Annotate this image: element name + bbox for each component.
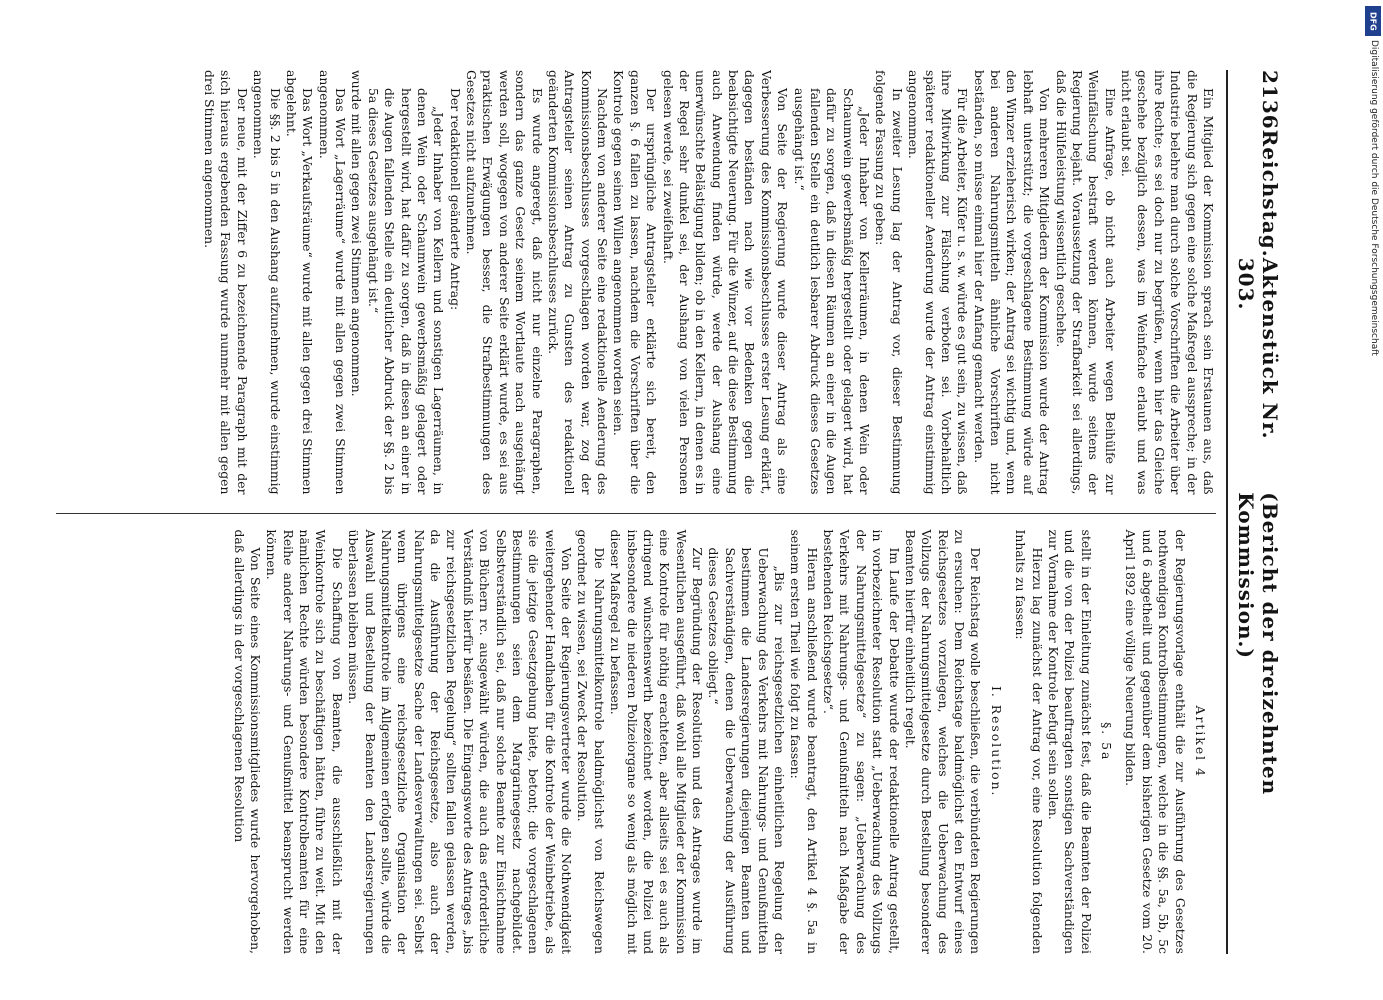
paragraph: Ein Mitglied der Kommission sprach sein Erstaunen aus, daß die Regierung sich gegen eine solche Maßregel ausspreche; in der Industrie belehre man durch solche Vorschriften die Arbeiter über ihre Rechte; es sei doch nur zu begrüßen, wenn hier das Gleiche geschehe bezüglich dessen, was im Weinfache erlaubt und was nicht erlaubt sei. <box>1119 70 1216 495</box>
paragraph: Von Seite eines Kommissionsmitgliedes wurde hervorgehoben, daß allerdings in der vorgeschlagenen Resolution <box>231 529 263 954</box>
paragraph: Es wurde angeregt, daß nicht nur einzelne Paragraphen, sondern das ganze Gesetz seinem Wortlaute nach ausgehängt werden soll, wogegen von anderer Seite erklärt wurde, es sei aus praktischen Erwägungen besser, die Strafbestimmungen des Gesetzes nicht aufzunehmen. <box>464 70 545 495</box>
paragraph: Eine Anfrage, ob nicht auch Arbeiter wegen Beihülfe zur Weinfälschung bestraft werden können, wurde seitens der Regierung bejaht. Voraussetzung der Strafbarkeit sei allerdings, daß die Hülfeleistung wissentlich geschehe. <box>1053 70 1118 495</box>
paragraph: Im Laufe der Debatte wurde der redaktionelle Antrag gestellt, in vorbezeichneter Resolution statt „Ueberwachung des Vollzugs der Nahrungsmittelgesetze“ zu sagen: „Ueberwachung des Verkehrs mit Nahrungs- und Genußmitteln nach Maßgabe der bestehenden Reichsgesetze“. <box>821 529 902 954</box>
paragraph: der Regierungsvorlage enthält die zur Ausführung des Gesetzes nothwendigen Kontrolbestimmungen, welche in die §§. 5a, 5b, 5c und 6 abgetheilt und gegenüber dem bisherigen Gesetze vom 20. April 1892 eine völlige Neuerung bilden. <box>1123 529 1188 954</box>
paragraph: Der neue, mit der Ziffer 6 zu bezeichnende Paragraph mit der sich hieraus ergebenden Fassung wurde nunmehr mit allen gegen drei Stimmen angenommen. <box>202 70 250 495</box>
text-columns <box>56 70 1216 954</box>
section-heading-5a: §. 5a <box>1099 722 1115 762</box>
section-heading-resolution: I. Resolution. <box>988 685 1004 798</box>
page-number: 2136 <box>1258 70 1282 130</box>
left-column <box>56 70 1216 495</box>
paragraph: Die §§. 2 bis 5 in den Aushang aufzunehmen, wurde einstimmig angenommen. <box>251 70 283 495</box>
section-heading-artikel-4: Artikel 4 <box>1193 705 1208 778</box>
quoted-paragraph: „Bis zur reichsgesetzlichen einheitlichen Regelung der Ueberwachung des Verkehrs mit Nahrungs- und Genußmitteln bestimmen die Landesregierungen diejenigen Beamten und Sachverständigen, denen die Ueberwachung der Ausführung dieses Gesetzes obliegt.“ <box>706 547 787 954</box>
header-center-title: Aktenstück Nr. 303. <box>1234 257 1282 440</box>
header-right-title: (Bericht der dreizehnten Kommission.) <box>1234 492 1282 796</box>
paragraph: Für die Arbeiter, Küfer u. s. w. würde es gut sein, zu wissen, daß ihre Mitwirkung zur Fälschung verboten sei. Vorbehaltlich späterer redaktioneller Aenderung wurde der Antrag einstimmig angenommen. <box>906 70 971 495</box>
paragraph: Von mehreren Mitgliedern der Kommission wurde der Antrag lebhaft unterstützt; die vorgeschlagene Bestimmung würde auf den Winzer erzieherisch wirken; der Antrag sei wichtig und, wenn bei anderen Nahrungsmitteln ähnliche Vorschriften nicht beständen, so müsse einmal hier der Anfang gemacht werden. <box>971 70 1053 495</box>
paragraph: Der ursprüngliche Antragsteller erklärte sich bereit, den ganzen §. 6 fallen zu lassen, nachdem die Vorschriften über die Kontrole gegen seinen Willen angenommen worden seien. <box>611 70 660 495</box>
paragraph: stellt in der Einleitung zunächst fest, daß die Beamten der Polizei und die von der Polizei beauftragten sonstigen Sachverständigen zur Vornahme der Kontrole befugt sein sollen. <box>1046 529 1094 954</box>
paragraph: Von Seite der Regierung wurde dieser Antrag als eine Verbesserung des Kommissionsbeschlusses erster Lesung erklärt, dagegen beständen nach wie vor Bedenken gegen die beabsichtigte Neuerung. Für die Winzer, auf die diese Bestimmung auch Anwendung finden würde, werde der Aushang eine unerwünschte Belästigung bilden; ob in den Kellern, in denen es in der Regel sehr dunkel sei, der Aushang von vielen Personen gelesen werde, sei zweifelhaft. <box>660 70 791 495</box>
page-header <box>1226 70 1282 954</box>
paragraph: Nachdem von anderer Seite eine redaktionelle Aenderung des Kommissionsbeschlusses vorgeschlagen worden war, zog der Antragsteller seinen Antrag zu Gunsten des redaktionell geänderten Kommissionsbeschlusses zurück. <box>546 70 611 495</box>
paragraph: wurde mit allen gegen zwei Stimmen angenommen. <box>349 70 365 397</box>
paragraph: Das Wort „Lagerräume“ wurde mit allen gegen zwei Stimmen angenommen. <box>316 70 349 495</box>
header-left-title: Reichstag. <box>1258 129 1282 258</box>
paragraph: Zur Begründung der Resolution und des Antrages wurde im Wesentlichen ausgeführt, daß wohl alle Mitglieder der Kommission eine Kontrole für nöthig erachteten, aber allseits sei es auch als dringend wünschenswerth bezeichnet worden, die Polizei und insbesondere die niederen Polizeiorgane so wenig als möglich mit dieser Maßregel zu befassen. <box>608 529 706 954</box>
quoted-paragraph: „Jeder Inhaber von Kellerräumen, in denen Wein oder Schaumwein gewerbsmäßig hergestellt oder gelagert wird, hat dafür zu sorgen, daß in diesen Räumen an einer in die Augen fallenden Stelle ein deutlich lesbarer Abdruck dieses Gesetzes ausgehängt ist.“ <box>791 88 873 495</box>
paragraph: Von Seite der Regierungsvertreter wurde die Nothwendigkeit weitergehender Handhaben für die Kontrole der Weinbetriebe, als sie die jetzige Gesetzgebung biete, betont; die vorgeschlagenen Bestimmungen seien dem Margarinegesetz nachgebildet. Selbstverständlich sei, daß nur solche Beamte zur Einsichtnahme von Büchern rc. ausgewählt würden, die auch das erforderliche Verständniß hierfür besäßen. Die Eingangsworte des Antrages „bis zur reichsgesetzlichen Regelung“ sollten fallen gelassen werden, da die Ausführung der Reichsgesetze, also auch der Nahrungsmittelgesetze Sache der Landesverwaltungen sei. Selbst wenn übrigens eine reichsgesetzliche Organisation der Nahrungsmittelkontrole im Allgemeinen erfolgen sollte, würde die Auswahl und Bestellung der Beamten den Landesregierungen überlassen bleiben müssen. <box>346 529 575 954</box>
paragraph: Das Wort „Verkaufsräume“ wurde mit allen gegen drei Stimmen abgelehnt. <box>284 70 316 495</box>
right-column <box>56 513 1216 955</box>
paragraph: Der redaktionell geänderte Antrag: <box>447 88 463 311</box>
paragraph: Der Reichstag wolle beschließen, die verbündeten Regierungen zu ersuchen: Dem Reichstage baldmöglichst den Entwurf eines Reichsgesetzes vorzulegen, welches die Ueberwachung des Vollzugs der Nahrungsmittelgesetze durch Bestellung besonderer Beamten hierfür einheitlich regelt. <box>903 529 984 954</box>
digitization-credit: Digitalisierung gefördert durch die Deutsche Forschungsgemeinschaft <box>1369 40 1379 356</box>
paragraph: Hierzu lag zunächst der Antrag vor, eine Resolution folgenden Inhalts zu fassen: <box>1013 529 1045 954</box>
quoted-paragraph: „Jeder Inhaber von Kellern und sonstigen Lagerräumen, in denen Wein oder Schaumwein gewerbsmäßig gelagert oder hergestellt wird, hat dafür zu sorgen, daß in diesen an einer in die Augen fallenden Stelle ein deutlicher Abdruck der §§. 2 bis 5a dieses Gesetzes ausgehängt ist.“ <box>365 88 447 495</box>
dfg-logo: DFG <box>1365 6 1381 36</box>
paragraph: Die Nahrungsmittelkontrole baldmöglichst von Reichswegen geordnet zu wissen, sei Zweck der Resolution. <box>575 529 607 954</box>
paragraph: In zweiter Lesung lag der Antrag vor, dieser Bestimmung folgende Fassung zu geben: <box>873 70 905 495</box>
paragraph: Die Schaffung von Beamten, die ausschließlich mit der Weinkontrole sich zu beschäftigen hätten, führe zu weit. Mit den nämlichen Rechte würden besondere Kontrolbeamten für eine Reihe anderer Nahrungs- und Genußmittel beansprucht werden können. <box>264 529 345 954</box>
paragraph: Hieran anschließend wurde beantragt, den Artikel 4 §. 5a in seinem ersten Theil wie folgt zu fassen: <box>788 529 820 954</box>
